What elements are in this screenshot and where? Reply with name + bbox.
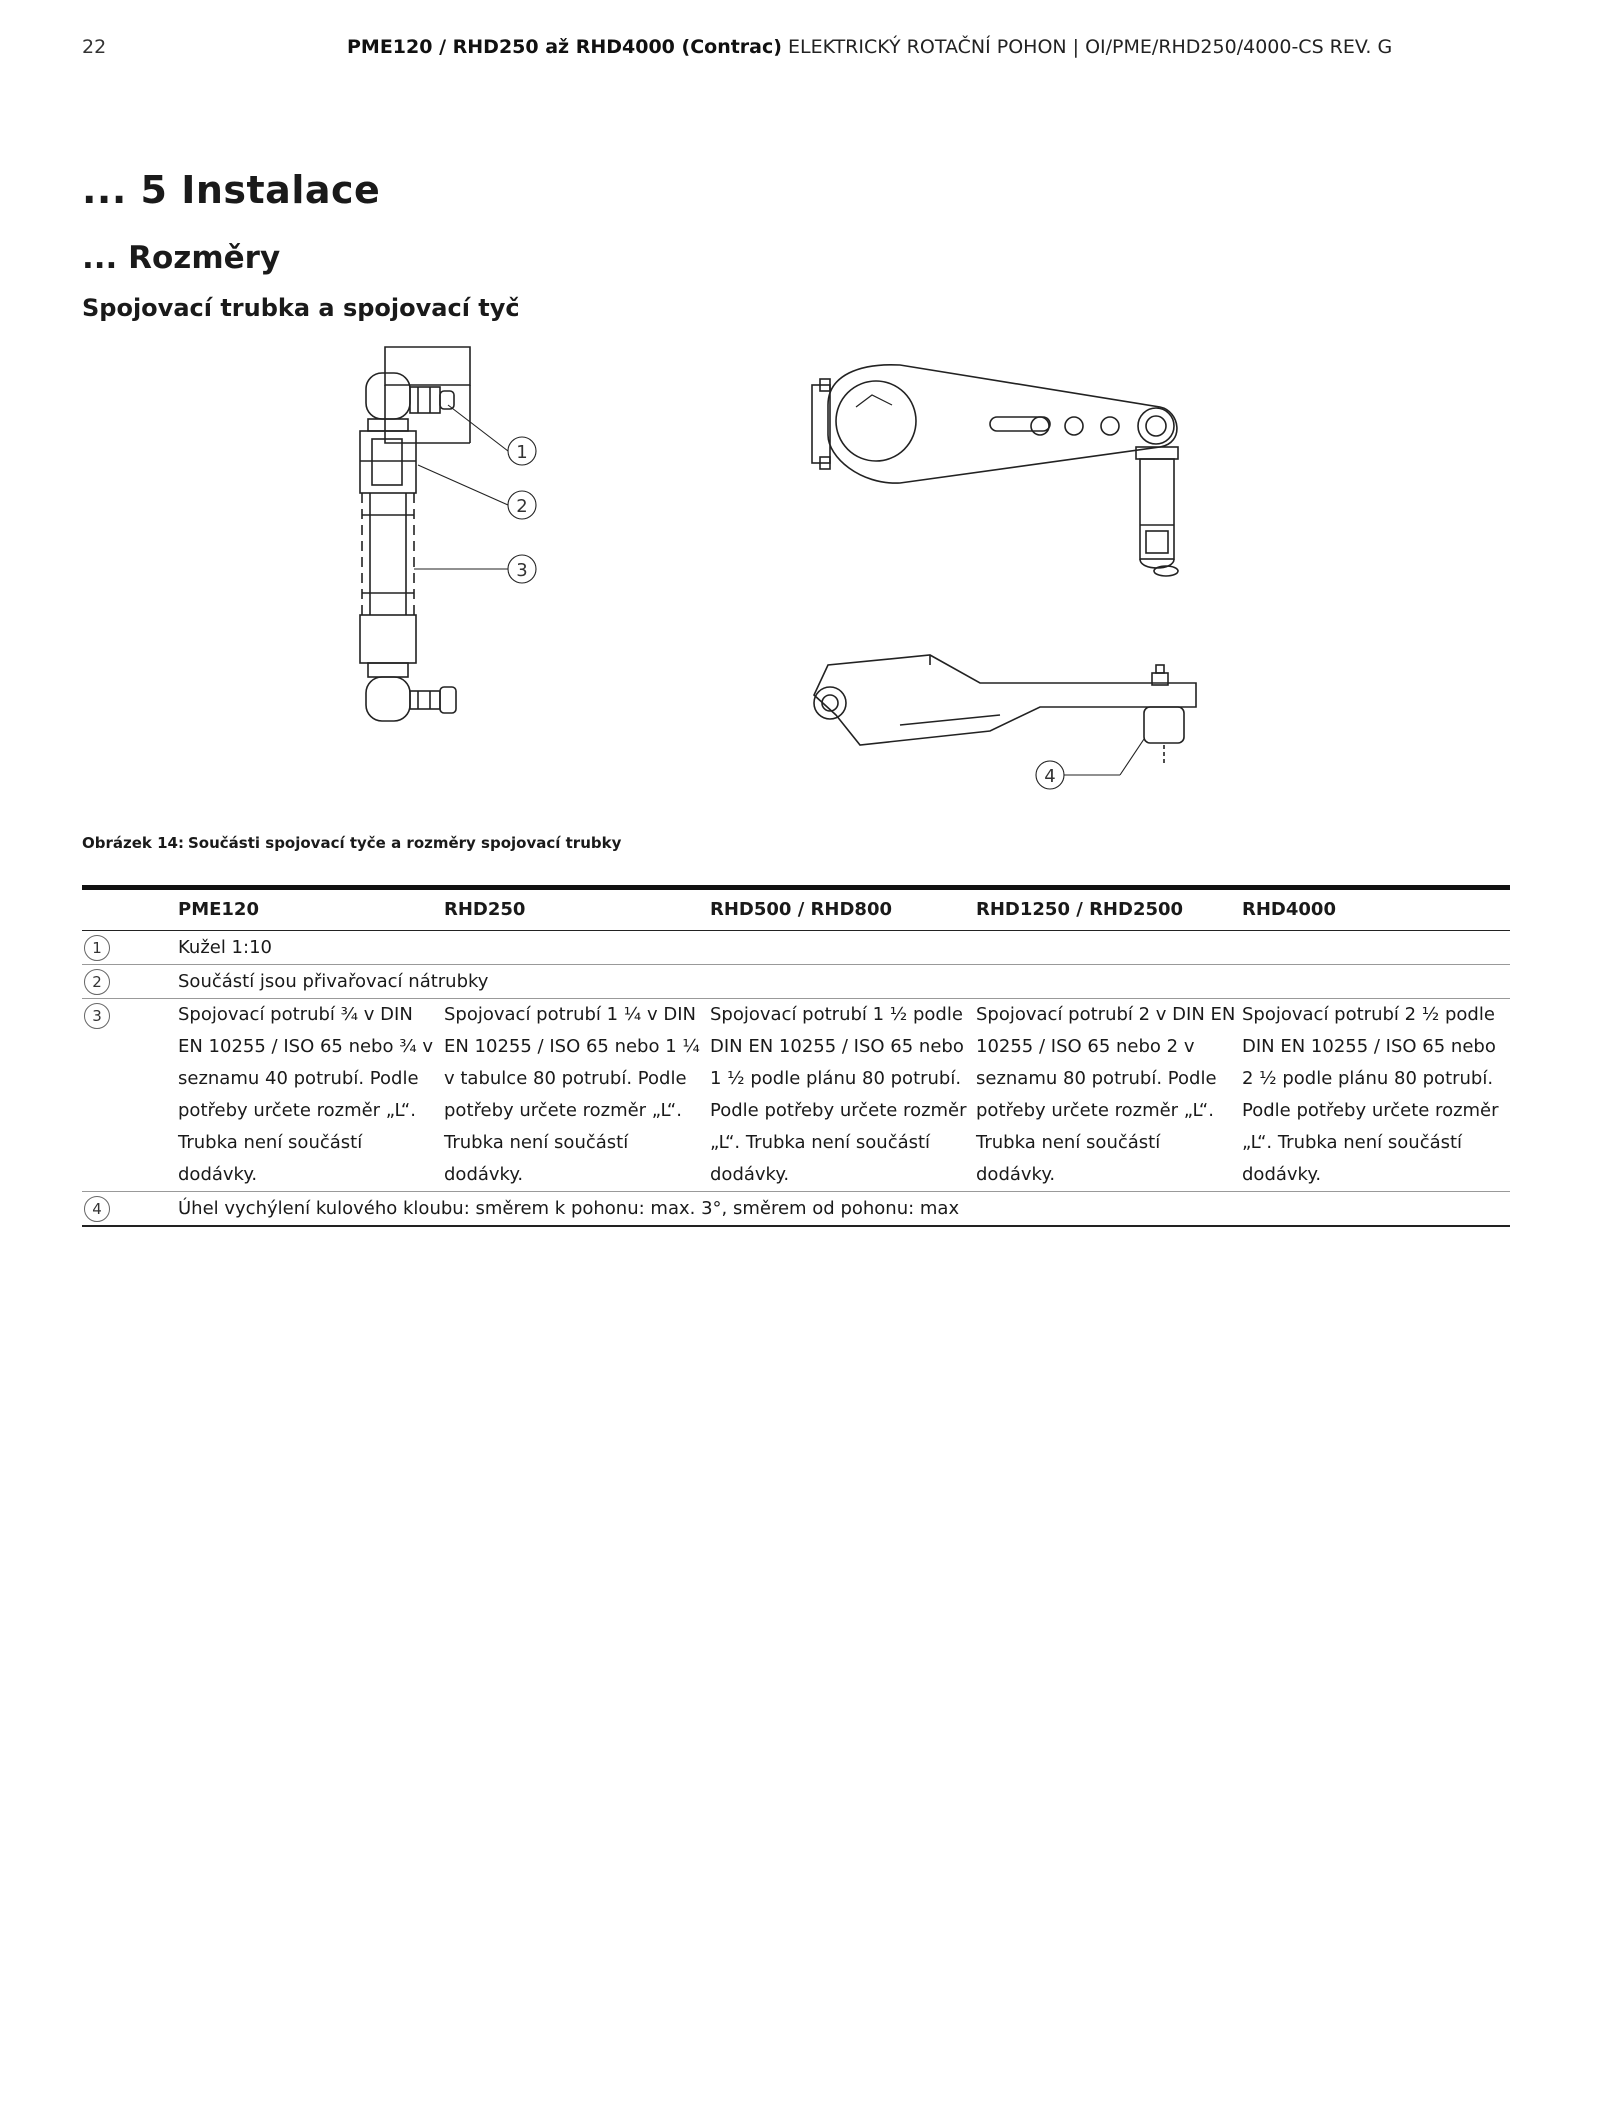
row-number-badge: 2 [84, 969, 110, 995]
document-title [347, 36, 1392, 58]
column-header: RHD4000 [1242, 899, 1336, 920]
callout-3 [508, 555, 536, 583]
callout-4-label: 4 [1044, 766, 1056, 787]
dimensions-table [82, 885, 1510, 1227]
table-cell: Spojovací potrubí 2 ½ podle DIN EN 10255 / ISO 65 nebo 2 ½ podle plánu 80 potrubí. Podle potřeby určete rozměr „L“. Trubka není součástí dodávky. [1242, 1004, 1499, 1185]
column-header: PME120 [178, 899, 259, 920]
callout-2 [508, 491, 536, 519]
table-header-row [82, 890, 1510, 931]
column-header: RHD1250 / RHD2500 [976, 899, 1184, 920]
page-number: 22 [82, 36, 107, 58]
lever-arm-drawing [812, 365, 1178, 576]
column-header: RHD500 / RHD800 [710, 899, 892, 920]
row-number-badge: 3 [84, 1003, 110, 1029]
table-cell: Úhel vychýlení kulového kloubu: směrem k pohonu: max. 3°, směrem od pohonu: max [178, 1198, 960, 1219]
table-row [82, 931, 1510, 965]
document-title-bold: PME120 / RHD250 až RHD4000 (Contrac) [347, 36, 782, 58]
table-cell: Součástí jsou přivařovací nátrubky [178, 971, 489, 992]
table-cell: Spojovací potrubí 2 v DIN EN 10255 / ISO 65 nebo 2 v seznamu 80 potrubí. Podle potřeby určete rozměr „L“. Trubka není součástí dodávky. [976, 1004, 1236, 1185]
table-cell: Spojovací potrubí ¾ v DIN EN 10255 / ISO 65 nebo ¾ v seznamu 40 potrubí. Podle potřeby určete rozměr „L“. Trubka není součástí dodávky. [178, 1004, 434, 1185]
table-cell: Spojovací potrubí 1 ½ podle DIN EN 10255 / ISO 65 nebo 1 ½ podle plánu 80 potrubí. Podle potřeby určete rozměr „L“. Trubka není součástí dodávky. [710, 1004, 967, 1185]
callout-4 [1036, 761, 1064, 789]
document-title-rest: ELEKTRICKÝ ROTAČNÍ POHON | OI/PME/RHD250/4000-CS REV. G [781, 36, 1393, 58]
callout-3-label: 3 [516, 560, 528, 581]
table-row [82, 999, 1510, 1192]
subsection-heading: Spojovací trubka a spojovací tyč [82, 294, 520, 322]
callout-1 [508, 437, 536, 465]
page-header [82, 36, 1518, 64]
figure-caption [82, 834, 621, 852]
column-header: RHD250 [444, 899, 526, 920]
callout-1-label: 1 [516, 442, 528, 463]
connecting-rod-drawing [360, 347, 508, 721]
lever-side-drawing [814, 655, 1196, 775]
table-cell: Spojovací potrubí 1 ¼ v DIN EN 10255 / ISO 65 nebo 1 ¼ v tabulce 80 potrubí. Podle potřeby určete rozměr „L“. Trubka není součástí dodávky. [444, 1004, 700, 1185]
figure-caption-label: Obrázek 14: [82, 834, 184, 852]
chapter-heading: ... 5 Instalace [82, 168, 381, 212]
section-heading: ... Rozměry [82, 240, 281, 276]
callout-2-label: 2 [516, 496, 528, 517]
technical-drawing [0, 335, 1600, 805]
row-number-badge: 1 [84, 935, 110, 961]
table-row [82, 965, 1510, 999]
table-cell: Kužel 1:10 [178, 937, 272, 958]
figure-caption-text: Součásti spojovací tyče a rozměry spojovací trubky [188, 834, 622, 852]
table-row [82, 1192, 1510, 1227]
row-number-badge: 4 [84, 1196, 110, 1222]
